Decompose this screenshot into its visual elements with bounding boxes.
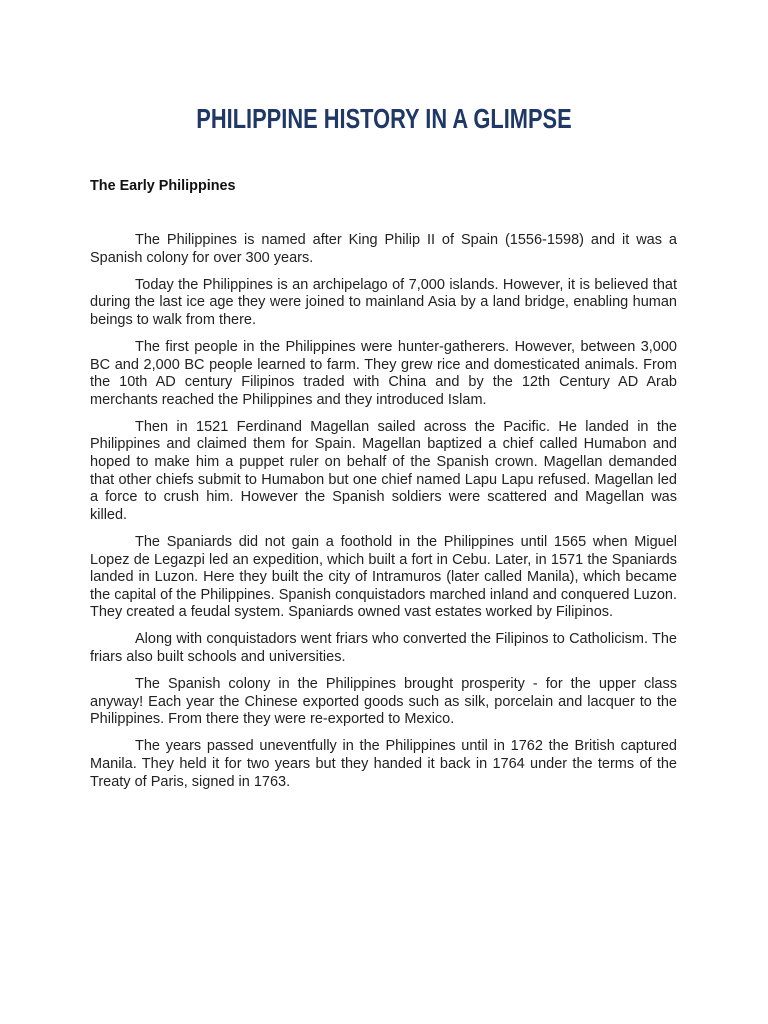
paragraph: The Spanish colony in the Philippines brought prosperity - for the upper class anyway! Each year the Chinese exported goods such as silk, porcelain and lacquer to the Philippines. From there they were re-exported to Mexico. (90, 676, 677, 728)
paragraph: Then in 1521 Ferdinand Magellan sailed across the Pacific. He landed in the Philippines and claimed them for Spain. Magellan baptized a chief called Humabon and hoped to make him a puppet ruler on behalf of the Spanish crown. Magellan demanded that other chiefs submit to Humabon but one chief named Lapu Lapu refused. Magellan led a force to crush him. However the Spanish soldiers were scattered and Magellan was killed. (90, 418, 677, 523)
paragraph: The years passed uneventfully in the Philippines until in 1762 the British captured Manila. They held it for two years but they handed it back in 1764 under the terms of the Treaty of Paris, signed in 1763. (90, 738, 677, 790)
paragraph: Today the Philippines is an archipelago of 7,000 islands. However, it is believed that during the last ice age they were joined to mainland Asia by a land bridge, enabling human beings to walk from there. (90, 276, 677, 328)
paragraph: The Philippines is named after King Philip II of Spain (1556-1598) and it was a Spanish colony for over 300 years. (90, 232, 677, 266)
paragraph: Along with conquistadors went friars who converted the Filipinos to Catholicism. The friars also built schools and universities. (90, 631, 677, 665)
section-heading: The Early Philippines (90, 178, 236, 194)
paragraph: The Spaniards did not gain a foothold in the Philippines until 1565 when Miguel Lopez de Legazpi led an expedition, which built a fort in Cebu. Later, in 1571 the Spaniards landed in Luzon. Here they built the city of Intramuros (later called Manila), which became the capital of the Philippines. Spanish conquistadors marched inland and conquered Luzon. They created a feudal system. Spaniards owned vast estates worked by Filipinos. (90, 533, 677, 621)
page-title: PHILIPPINE HISTORY IN A GLIMPSE (196, 103, 572, 134)
body-text (90, 232, 677, 801)
paragraph: The first people in the Philippines were hunter-gatherers. However, between 3,000 BC and 2,000 BC people learned to farm. They grew rice and domesticated animals. From the 10th AD century Filipinos traded with China and by the 12th Century AD Arab merchants reached the Philippines and they introduced Islam. (90, 338, 677, 408)
